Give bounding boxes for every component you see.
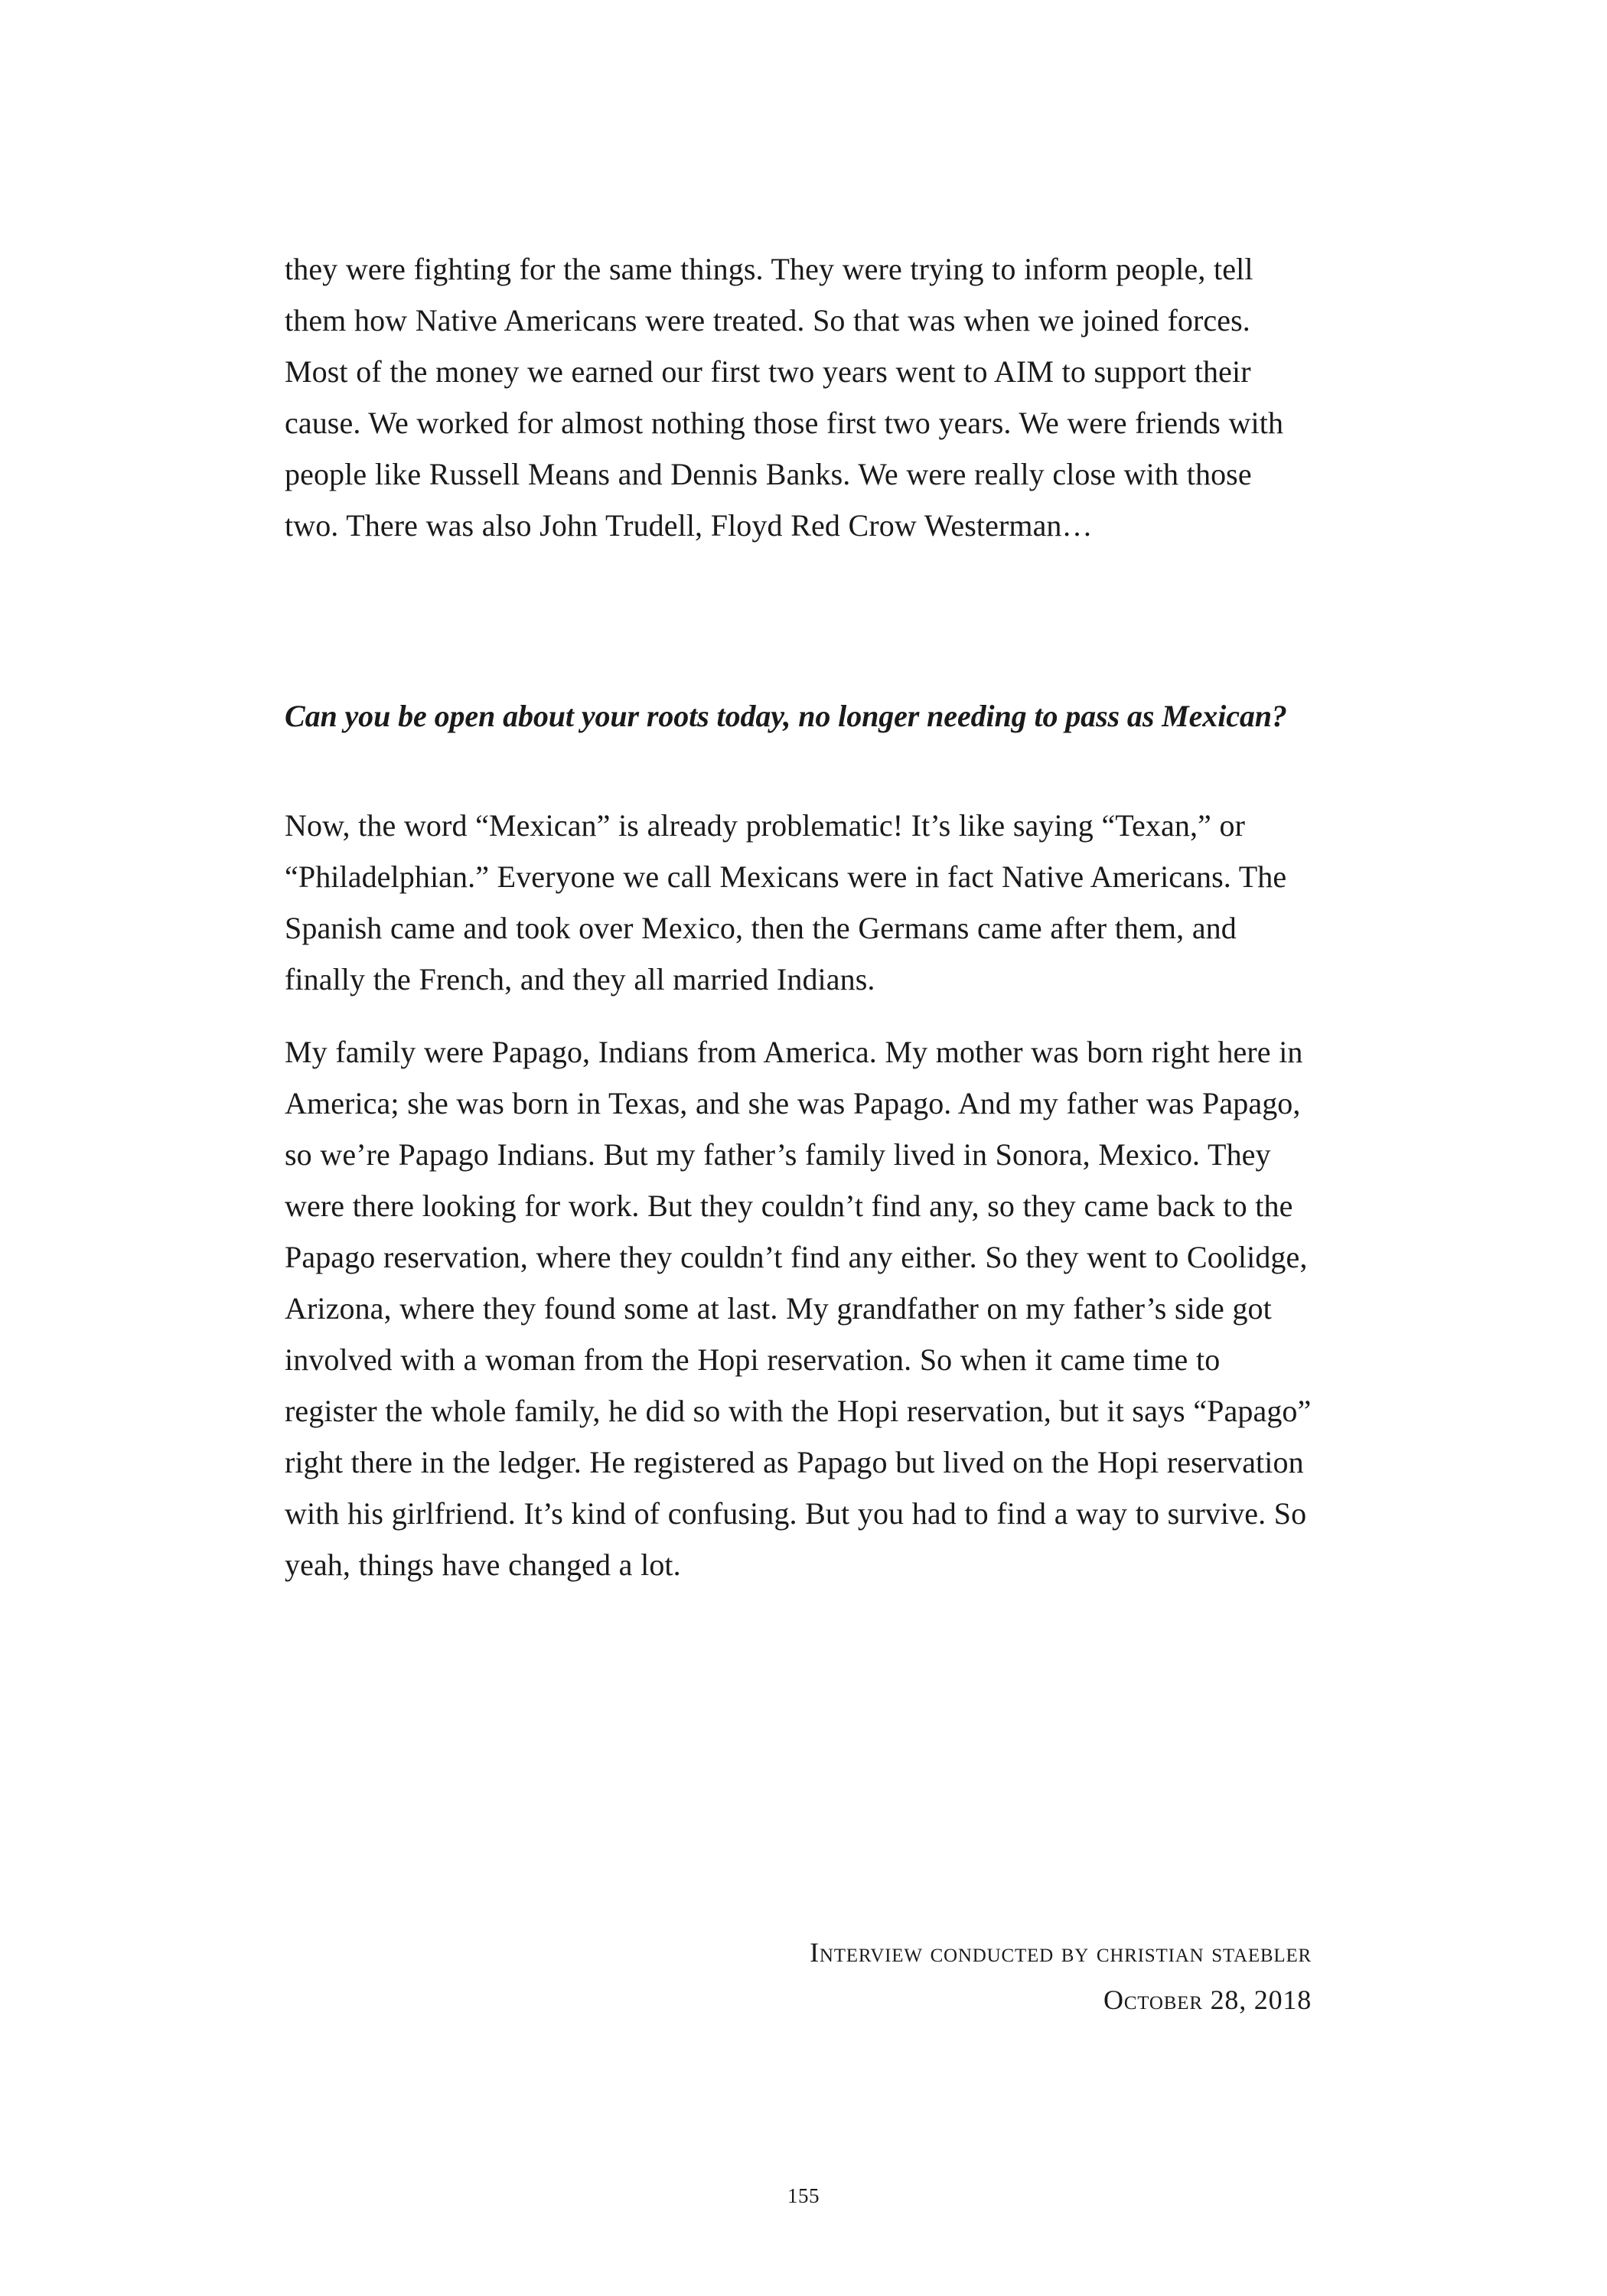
interview-question-block [285,690,1312,742]
page-number: 155 [787,2184,820,2207]
paragraph-answer-2: My family were Papago, Indians from America. My mother was born right here in America; she was born in Texas, and she was Papago. And my father was Papago, so we’re Papago Indians. But my father’s family lived in Sonora, Mexico. They were there looking for work. But they couldn’t find any, so they came back to the Papago reservation, where they couldn’t find any either. So they went to Coolidge, Arizona, where they found some at last. My grandfather on my father’s side got involved with a woman from the Hopi reservation. So when it came time to register the whole family, he did so with the Hopi reservation, but it says “Papago” right there in the ledger. He registered as Papago but lived on the Hopi reservation with his girlfriend. It’s kind of confusing. But you had to find a way to survive. So yeah, things have changed a lot. [285,1035,1312,1582]
text-column [285,243,1312,1590]
attribution-block [285,1929,1312,2024]
attribution-date-line: October 28, 2018 [1103,1985,1312,2015]
paragraph-answer-1: Now, the word “Mexican” is already problematic! It’s like saying “Texan,” or “Philadelphian.” Everyone we call Mexicans were in fact Native Americans. The Spanish came and took over Mexico, then the Germans came after them, and finally the French, and they all married Indians. [285,808,1287,996]
paragraph-continued: they were fighting for the same things. They were trying to inform people, tell them how Native Americans were treated. So that was when we joined forces. Most of the money we earned our first two years went to AIM to support their cause. We worked for almost nothing those first two years. We were friends with people like Russell Means and Dennis Banks. We were really close with those two. There was also John Trudell, Floyd Red Crow Westerman… [285,252,1284,543]
attribution-credit-line: Interview conducted by christian staebler [810,1937,1312,1968]
interview-question-heading: Can you be open about your roots today, no longer needing to pass as Mexican? [285,699,1287,733]
